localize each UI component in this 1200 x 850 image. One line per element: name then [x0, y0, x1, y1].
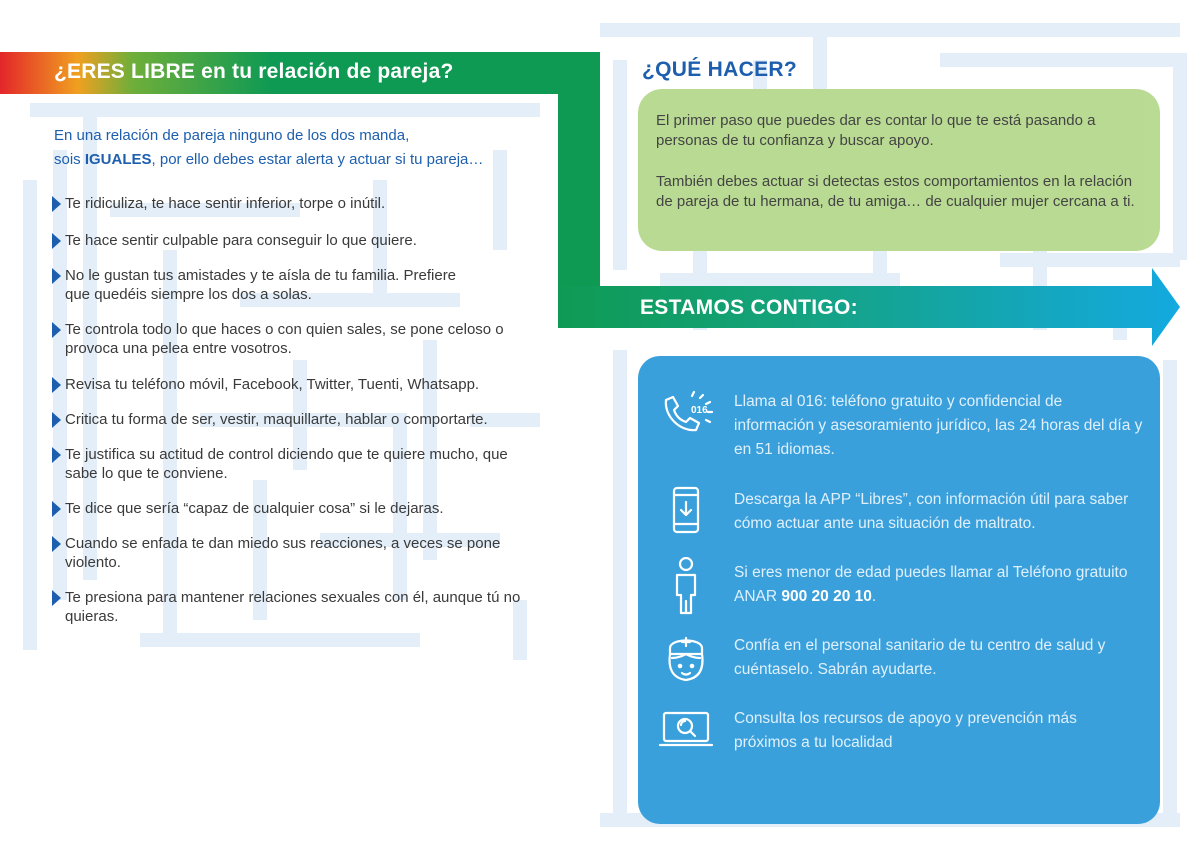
list-item [50, 231, 560, 250]
resource-item-anar [638, 561, 1160, 631]
resources-box [638, 356, 1160, 824]
list-item [50, 445, 515, 483]
list-item-text: Critica tu forma de ser, vestir, maquillarte, hablar o comportarte. [65, 411, 488, 428]
resource-text: Confía en el personal sanitario de tu centro de salud y cuéntaselo. Sabrán ayudarte. [734, 637, 1106, 678]
intro-line-1: En una relación de pareja ninguno de los dos manda, [54, 127, 410, 144]
triangle-bullet-icon [52, 447, 61, 463]
triangle-bullet-icon [52, 196, 61, 212]
resource-item-016 [638, 390, 1160, 460]
resource-item-recursos [638, 707, 1160, 777]
que-hacer-title: ¿QUÉ HACER? [642, 58, 797, 81]
list-item-text: Cuando se enfada te dan miedo sus reacciones, a veces se pone violento. [65, 535, 501, 571]
main-title [54, 60, 454, 84]
list-item-text: Te justifica su actitud de control diciendo que te quiere mucho, que sabe lo que te conviene. [65, 446, 508, 482]
list-item [50, 266, 485, 304]
triangle-bullet-icon [52, 536, 61, 552]
list-item [50, 588, 555, 626]
list-item-text: Te dice que sería “capaz de cualquier cosa” si le dejaras. [65, 500, 444, 517]
list-item-text: Te hace sentir culpable para conseguir lo que quiere. [65, 232, 417, 249]
nurse-icon [656, 630, 716, 690]
resource-text-suffix: . [871, 588, 877, 605]
triangle-bullet-icon [52, 501, 61, 517]
phone-016-icon [656, 386, 716, 446]
triangle-bullet-icon [52, 590, 61, 606]
triangle-bullet-icon [52, 322, 61, 338]
anar-phone-number: 900 20 20 10 [781, 588, 872, 605]
intro-text [54, 124, 554, 172]
resource-item-sanitario [638, 634, 1160, 704]
phone-badge-text: 016 [691, 405, 708, 416]
advice-paragraph-1: El primer paso que puedes dar es contar lo que te está pasando a personas de tu confianza y buscar apoyo. [656, 112, 1096, 149]
list-item-text: Te ridiculiza, te hace sentir inferior, torpe o inútil. [65, 195, 386, 212]
mobile-app-icon [656, 484, 716, 544]
laptop-search-icon [656, 703, 716, 763]
intro-suffix: , por ello debes estar alerta y actuar si tu pareja… [151, 151, 484, 168]
resource-text [734, 561, 1144, 609]
intro-bold: IGUALES [84, 151, 152, 168]
list-item [50, 320, 525, 358]
resource-text: Descarga la APP “Libres”, con información útil para saber cómo actuar ante una situación de maltrato. [734, 491, 1129, 532]
triangle-bullet-icon [52, 412, 61, 428]
list-item [50, 534, 535, 572]
triangle-bullet-icon [52, 377, 61, 393]
main-title-rest: en tu relación de pareja? [195, 60, 454, 83]
warning-signs-list [50, 194, 560, 626]
person-icon [656, 557, 716, 617]
resource-text-prefix: Si eres menor de edad puedes llamar al Teléfono gratuito ANAR [734, 564, 1128, 605]
resource-item-app [638, 488, 1160, 558]
resource-text: Consulta los recursos de apoyo y prevención más próximos a tu localidad [734, 710, 1077, 751]
list-item [50, 375, 560, 394]
list-item-text: Te controla todo lo que haces o con quien sales, se pone celoso o provoca una pelea entre vosotros. [65, 321, 504, 357]
advice-box [638, 89, 1160, 251]
estamos-contigo-title: ESTAMOS CONTIGO: [640, 296, 858, 319]
list-item [50, 499, 560, 518]
list-item-text: No le gustan tus amistades y te aísla de tu familia. Prefiere que quedéis siempre los dos a solas. [65, 267, 457, 303]
advice-paragraph-2: También debes actuar si detectas estos comportamientos en la relación de pareja de tu hermana, de tu amiga… de cualquier mujer cercana a ti. [656, 173, 1135, 210]
list-item-text: Revisa tu teléfono móvil, Facebook, Twitter, Tuenti, Whatsapp. [65, 376, 480, 393]
resource-text: Llama al 016: teléfono gratuito y confidencial de información y asesoramiento jurídico, las 24 horas del día y en 51 idiomas. [734, 393, 1143, 458]
triangle-bullet-icon [52, 233, 61, 249]
list-item [50, 410, 560, 429]
intro-line-2 [54, 148, 554, 172]
list-item-text: Te presiona para mantener relaciones sexuales con él, aunque tú no quieras. [65, 589, 521, 625]
list-item [50, 194, 560, 213]
intro-prefix: sois [54, 151, 85, 168]
main-title-bold: ¿ERES LIBRE [54, 60, 196, 83]
triangle-bullet-icon [52, 268, 61, 284]
